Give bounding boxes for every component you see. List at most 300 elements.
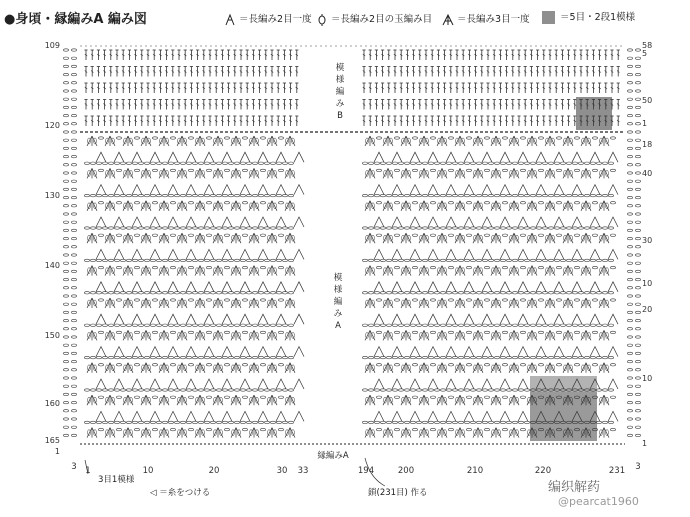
chain-stitch bbox=[376, 137, 381, 139]
dc-stitch bbox=[115, 83, 118, 93]
dc-stitch bbox=[400, 100, 403, 110]
dc2tog-stitch bbox=[500, 411, 510, 421]
chain-stitch bbox=[500, 389, 505, 391]
dc2tog-stitch bbox=[464, 347, 474, 357]
fan-stitch bbox=[267, 330, 277, 340]
chain-stitch bbox=[270, 292, 275, 294]
chain-stitch bbox=[464, 324, 469, 326]
dc-stitch bbox=[406, 100, 409, 110]
chain-stitch bbox=[520, 202, 525, 204]
dc2tog-stitch bbox=[500, 249, 510, 259]
turning-chain bbox=[63, 434, 68, 436]
dc-stitch bbox=[122, 116, 125, 126]
fan-stitch bbox=[455, 363, 465, 373]
dc-stitch bbox=[524, 116, 527, 126]
dc-stitch bbox=[468, 100, 471, 110]
fan-stitch bbox=[455, 266, 465, 276]
dc-stitch bbox=[221, 116, 224, 126]
dc2tog-stitch bbox=[428, 379, 438, 389]
dc-stitch bbox=[146, 83, 149, 93]
fan-stitch bbox=[383, 266, 393, 276]
fan-stitch bbox=[159, 233, 169, 243]
chain-stitch bbox=[536, 194, 541, 196]
chain-stitch bbox=[138, 194, 143, 196]
row-label: 120 bbox=[44, 121, 60, 130]
chain-stitch bbox=[556, 169, 561, 171]
chain-stitch bbox=[428, 259, 433, 261]
chain-stitch bbox=[430, 202, 435, 204]
chain-stitch bbox=[228, 324, 233, 326]
chain-stitch bbox=[376, 396, 381, 398]
dc2tog-stitch bbox=[168, 314, 178, 324]
chain-stitch bbox=[412, 266, 417, 268]
dc-stitch bbox=[103, 50, 106, 60]
chain-stitch bbox=[152, 266, 157, 268]
dc-stitch bbox=[598, 50, 601, 60]
dc-stitch bbox=[393, 116, 396, 126]
chain-stitch bbox=[446, 259, 451, 261]
dc-stitch bbox=[406, 116, 409, 126]
chain-stitch bbox=[488, 194, 493, 196]
dc2tog-stitch bbox=[186, 411, 196, 421]
chain-stitch bbox=[380, 324, 385, 326]
chain-stitch bbox=[240, 356, 245, 358]
fan-stitch bbox=[419, 201, 429, 211]
dc2tog-stitch bbox=[204, 249, 214, 259]
chain-stitch bbox=[466, 234, 471, 236]
row-label: 10 bbox=[642, 374, 653, 383]
chain-stitch bbox=[134, 266, 139, 268]
chain-stitch bbox=[192, 292, 197, 294]
dc-stitch bbox=[196, 116, 199, 126]
fan-stitch bbox=[123, 136, 133, 146]
chain-stitch bbox=[224, 266, 229, 268]
chain-stitch bbox=[188, 234, 193, 236]
chain-stitch bbox=[512, 162, 517, 164]
chain-stitch bbox=[98, 364, 103, 366]
chain-stitch bbox=[488, 421, 493, 423]
chain-stitch bbox=[596, 292, 601, 294]
chain-stitch bbox=[512, 227, 517, 229]
fan-stitch bbox=[419, 363, 429, 373]
chain-stitch bbox=[260, 396, 265, 398]
fan-stitch bbox=[365, 201, 375, 211]
chain-stitch bbox=[430, 137, 435, 139]
fan-stitch bbox=[581, 136, 591, 146]
turning-chain bbox=[71, 254, 76, 256]
chain-stitch bbox=[234, 389, 239, 391]
chain-stitch bbox=[488, 227, 493, 229]
fan-stitch bbox=[527, 330, 537, 340]
chain-stitch bbox=[572, 356, 577, 358]
fan-stitch bbox=[365, 298, 375, 308]
fan-stitch bbox=[285, 330, 295, 340]
chain-stitch bbox=[168, 389, 173, 391]
dc2tog-stitch bbox=[590, 347, 600, 357]
fan-stitch bbox=[123, 266, 133, 276]
dc-stitch bbox=[258, 50, 261, 60]
chain-stitch bbox=[434, 356, 439, 358]
dc2tog-stitch bbox=[392, 282, 402, 292]
dc-stitch bbox=[462, 83, 465, 93]
chain-stitch bbox=[276, 227, 281, 229]
chain-stitch bbox=[476, 292, 481, 294]
chain-stitch bbox=[500, 324, 505, 326]
dc-stitch bbox=[362, 83, 365, 93]
chain-stitch bbox=[156, 356, 161, 358]
dc2tog-stitch bbox=[572, 282, 582, 292]
chain-stitch bbox=[494, 421, 499, 423]
chain-stitch bbox=[392, 194, 397, 196]
fan-stitch bbox=[195, 428, 205, 438]
chain-stitch bbox=[410, 162, 415, 164]
dc-stitch bbox=[221, 100, 224, 110]
dc-stitch bbox=[165, 50, 168, 60]
dc2tog-stitch bbox=[150, 217, 160, 227]
dc-stitch bbox=[264, 100, 267, 110]
turning-chain bbox=[627, 278, 632, 280]
dc-stitch bbox=[196, 67, 199, 77]
fan-stitch bbox=[437, 395, 447, 405]
dc-stitch bbox=[103, 116, 106, 126]
dc-stitch bbox=[134, 50, 137, 60]
turning-chain bbox=[71, 123, 76, 125]
turning-chain bbox=[627, 311, 632, 313]
dc-stitch bbox=[283, 83, 286, 93]
chain-stitch bbox=[392, 389, 397, 391]
dc2tog-stitch bbox=[294, 347, 304, 357]
chain-stitch bbox=[224, 234, 229, 236]
chain-stitch bbox=[592, 169, 597, 171]
chain-stitch bbox=[242, 428, 247, 430]
chain-stitch bbox=[192, 162, 197, 164]
dc-stitch bbox=[443, 67, 446, 77]
chain-stitch bbox=[386, 227, 391, 229]
dc-stitch bbox=[283, 50, 286, 60]
chain-stitch bbox=[512, 292, 517, 294]
chain-stitch bbox=[276, 194, 281, 196]
dc-stitch bbox=[233, 100, 236, 110]
dc-stitch bbox=[573, 67, 576, 77]
dc2tog-stitch bbox=[276, 185, 286, 195]
fan-stitch bbox=[599, 395, 609, 405]
row-label: 109 bbox=[44, 41, 60, 50]
dc-stitch bbox=[202, 116, 205, 126]
chain-stitch bbox=[180, 259, 185, 261]
chain-stitch bbox=[278, 396, 283, 398]
dc-stitch bbox=[233, 50, 236, 60]
dc-stitch bbox=[474, 83, 477, 93]
dc-stitch bbox=[264, 83, 267, 93]
chain-stitch bbox=[470, 421, 475, 423]
chain-stitch bbox=[560, 227, 565, 229]
dc-stitch bbox=[153, 67, 156, 77]
chain-stitch bbox=[276, 162, 281, 164]
dc2tog-stitch bbox=[258, 217, 268, 227]
dc2tog-stitch bbox=[482, 152, 492, 162]
bottom-column-labels bbox=[71, 462, 640, 476]
dc-stitch bbox=[159, 67, 162, 77]
dc-stitch bbox=[474, 100, 477, 110]
dc-stitch bbox=[381, 50, 384, 60]
chain-stitch bbox=[132, 356, 137, 358]
chain-stitch bbox=[464, 162, 469, 164]
fan-stitch bbox=[159, 201, 169, 211]
chain-stitch bbox=[162, 421, 167, 423]
chain-stitch bbox=[246, 259, 251, 261]
turning-chain bbox=[71, 114, 76, 116]
fan-stitch bbox=[545, 330, 555, 340]
dc-stitch bbox=[524, 50, 527, 60]
chain-stitch bbox=[150, 421, 155, 423]
chain-stitch bbox=[386, 324, 391, 326]
chain-stitch bbox=[246, 292, 251, 294]
chain-stitch bbox=[282, 259, 287, 261]
turning-chain bbox=[627, 377, 632, 379]
dc2tog-stitch bbox=[258, 152, 268, 162]
dc2tog-stitch bbox=[150, 282, 160, 292]
chain-stitch bbox=[374, 324, 379, 326]
dc-stitch bbox=[468, 83, 471, 93]
fan-stitch bbox=[213, 201, 223, 211]
dc-stitch bbox=[289, 50, 292, 60]
dc2tog-stitch bbox=[132, 185, 142, 195]
chain-stitch bbox=[144, 324, 149, 326]
dc-stitch bbox=[362, 116, 365, 126]
dc-stitch bbox=[97, 100, 100, 110]
dc2tog-stitch bbox=[464, 152, 474, 162]
chain-stitch bbox=[260, 331, 265, 333]
chain-stitch bbox=[120, 259, 125, 261]
chain-stitch bbox=[90, 356, 95, 358]
dc-stitch bbox=[153, 50, 156, 60]
dc-stitch bbox=[208, 67, 211, 77]
chain-stitch bbox=[96, 259, 101, 261]
chain-stitch bbox=[246, 421, 251, 423]
chain-stitch bbox=[506, 324, 511, 326]
dc-stitch bbox=[393, 67, 396, 77]
dc-stitch bbox=[246, 67, 249, 77]
turning-chain bbox=[627, 106, 632, 108]
chain-stitch bbox=[374, 389, 379, 391]
chain-stitch bbox=[518, 162, 523, 164]
turning-chain bbox=[63, 369, 68, 371]
chain-stitch bbox=[168, 259, 173, 261]
dc-stitch bbox=[264, 116, 267, 126]
turning-chain bbox=[635, 410, 640, 412]
dc-stitch bbox=[362, 100, 365, 110]
chain-stitch bbox=[84, 162, 89, 164]
fan-stitch bbox=[545, 298, 555, 308]
chain-stitch bbox=[210, 162, 215, 164]
dc2tog-stitch bbox=[150, 314, 160, 324]
dc-stitch bbox=[177, 100, 180, 110]
fan-stitch bbox=[365, 266, 375, 276]
chain-stitch bbox=[602, 389, 607, 391]
dc2tog-stitch bbox=[186, 217, 196, 227]
turning-chain bbox=[71, 336, 76, 338]
chain-stitch bbox=[484, 364, 489, 366]
chain-stitch bbox=[224, 396, 229, 398]
dc-stitch bbox=[184, 100, 187, 110]
dc-stitch bbox=[561, 83, 564, 93]
chain-stitch bbox=[260, 428, 265, 430]
dc-stitch bbox=[221, 50, 224, 60]
dc-stitch bbox=[295, 116, 298, 126]
dc-stitch bbox=[567, 67, 570, 77]
chain-stitch bbox=[556, 234, 561, 236]
chain-stitch bbox=[548, 356, 553, 358]
dc-stitch bbox=[530, 83, 533, 93]
chain-stitch bbox=[608, 162, 613, 164]
fan-stitch bbox=[599, 168, 609, 178]
chain-stitch bbox=[258, 227, 263, 229]
chain-stitch bbox=[180, 292, 185, 294]
chain-stitch bbox=[554, 259, 559, 261]
turning-chain bbox=[63, 262, 68, 264]
dc2tog-stitch bbox=[240, 347, 250, 357]
chain-stitch bbox=[258, 389, 263, 391]
chain-stitch bbox=[394, 169, 399, 171]
dc-stitch bbox=[258, 67, 261, 77]
turning-chain bbox=[635, 319, 640, 321]
dc-stitch bbox=[134, 100, 137, 110]
fan-stitch bbox=[123, 395, 133, 405]
row-label: 1 bbox=[642, 119, 648, 128]
dc-stitch bbox=[227, 67, 230, 77]
chain-stitch bbox=[258, 162, 263, 164]
fan-stitch bbox=[437, 168, 447, 178]
turning-chain bbox=[627, 369, 632, 371]
dc2tog-stitch bbox=[258, 249, 268, 259]
chain-stitch bbox=[368, 324, 373, 326]
dc-stitch bbox=[561, 50, 564, 60]
dc-stitch bbox=[505, 67, 508, 77]
dc-stitch bbox=[499, 83, 502, 93]
chain-stitch bbox=[84, 292, 89, 294]
dc2tog-stitch bbox=[150, 347, 160, 357]
turning-chain bbox=[63, 336, 68, 338]
chain-stitch bbox=[502, 266, 507, 268]
dc-stitch bbox=[493, 100, 496, 110]
turning-chain bbox=[627, 188, 632, 190]
dc-stitch bbox=[289, 83, 292, 93]
row-label: 140 bbox=[44, 261, 60, 270]
dc-stitch bbox=[542, 50, 545, 60]
chain-stitch bbox=[276, 324, 281, 326]
chain-stitch bbox=[224, 299, 229, 301]
dc-stitch bbox=[536, 67, 539, 77]
turning-chain bbox=[71, 344, 76, 346]
turning-chain bbox=[627, 401, 632, 403]
dc2tog-stitch bbox=[500, 282, 510, 292]
dc2tog-stitch bbox=[608, 217, 618, 227]
dc2tog-stitch bbox=[240, 185, 250, 195]
chain-stitch bbox=[132, 162, 137, 164]
dc-stitch bbox=[283, 67, 286, 77]
chain-stitch bbox=[368, 259, 373, 261]
dc-stitch bbox=[134, 116, 137, 126]
chain-stitch bbox=[386, 292, 391, 294]
chain-stitch bbox=[242, 202, 247, 204]
dc-stitch bbox=[604, 83, 607, 93]
chain-stitch bbox=[428, 421, 433, 423]
turning-chain bbox=[635, 295, 640, 297]
dc-stitch bbox=[246, 100, 249, 110]
fan-stitch bbox=[231, 298, 241, 308]
chain-stitch bbox=[440, 292, 445, 294]
chain-stitch bbox=[476, 356, 481, 358]
chain-stitch bbox=[134, 137, 139, 139]
dc2tog-stitch bbox=[294, 217, 304, 227]
fan-stitch bbox=[141, 136, 151, 146]
dc2tog-stitch bbox=[500, 152, 510, 162]
dc-stitch bbox=[511, 100, 514, 110]
turning-chain bbox=[63, 221, 68, 223]
chain-stitch bbox=[494, 356, 499, 358]
fan-stitch bbox=[599, 233, 609, 243]
chain-stitch bbox=[242, 396, 247, 398]
fan-stitch bbox=[285, 266, 295, 276]
chain-stitch bbox=[524, 162, 529, 164]
chain-stitch bbox=[242, 364, 247, 366]
chain-stitch bbox=[156, 227, 161, 229]
dc2tog-stitch bbox=[276, 314, 286, 324]
chain-stitch bbox=[518, 324, 523, 326]
chain-stitch bbox=[380, 227, 385, 229]
turning-chain bbox=[627, 90, 632, 92]
chain-stitch bbox=[610, 266, 615, 268]
chain-stitch bbox=[270, 324, 275, 326]
dc-stitch bbox=[202, 100, 205, 110]
chain-stitch bbox=[96, 227, 101, 229]
dc2tog-stitch bbox=[150, 411, 160, 421]
chain-stitch bbox=[458, 421, 463, 423]
chain-stitch bbox=[150, 227, 155, 229]
legend-label: ＝長編み3目一度 bbox=[457, 14, 530, 25]
chain-stitch bbox=[440, 194, 445, 196]
dc-stitch bbox=[455, 67, 458, 77]
chain-stitch bbox=[482, 259, 487, 261]
dc2tog-stitch bbox=[114, 282, 124, 292]
dc-stitch bbox=[412, 116, 415, 126]
dc2tog-stitch bbox=[240, 282, 250, 292]
dc-stitch bbox=[128, 83, 131, 93]
chain-stitch bbox=[222, 292, 227, 294]
dc2tog-stitch bbox=[276, 249, 286, 259]
chain-stitch bbox=[102, 292, 107, 294]
dc2tog-stitch bbox=[410, 347, 420, 357]
chain-stitch bbox=[446, 194, 451, 196]
fan-stitch bbox=[267, 136, 277, 146]
chain-stitch bbox=[126, 421, 131, 423]
chain-stitch bbox=[376, 266, 381, 268]
fan-stitch bbox=[159, 363, 169, 373]
dc2tog-stitch bbox=[392, 314, 402, 324]
svg-text:B: B bbox=[337, 111, 343, 121]
chain-stitch bbox=[270, 259, 275, 261]
turning-chain bbox=[627, 434, 632, 436]
chain-stitch bbox=[434, 324, 439, 326]
dc-stitch bbox=[387, 100, 390, 110]
chain-stitch bbox=[394, 202, 399, 204]
chain-stitch bbox=[542, 292, 547, 294]
fan-stitch bbox=[365, 428, 375, 438]
chain-stitch bbox=[596, 162, 601, 164]
dc-stitch bbox=[530, 50, 533, 60]
fan-stitch bbox=[383, 428, 393, 438]
chain-stitch bbox=[410, 292, 415, 294]
